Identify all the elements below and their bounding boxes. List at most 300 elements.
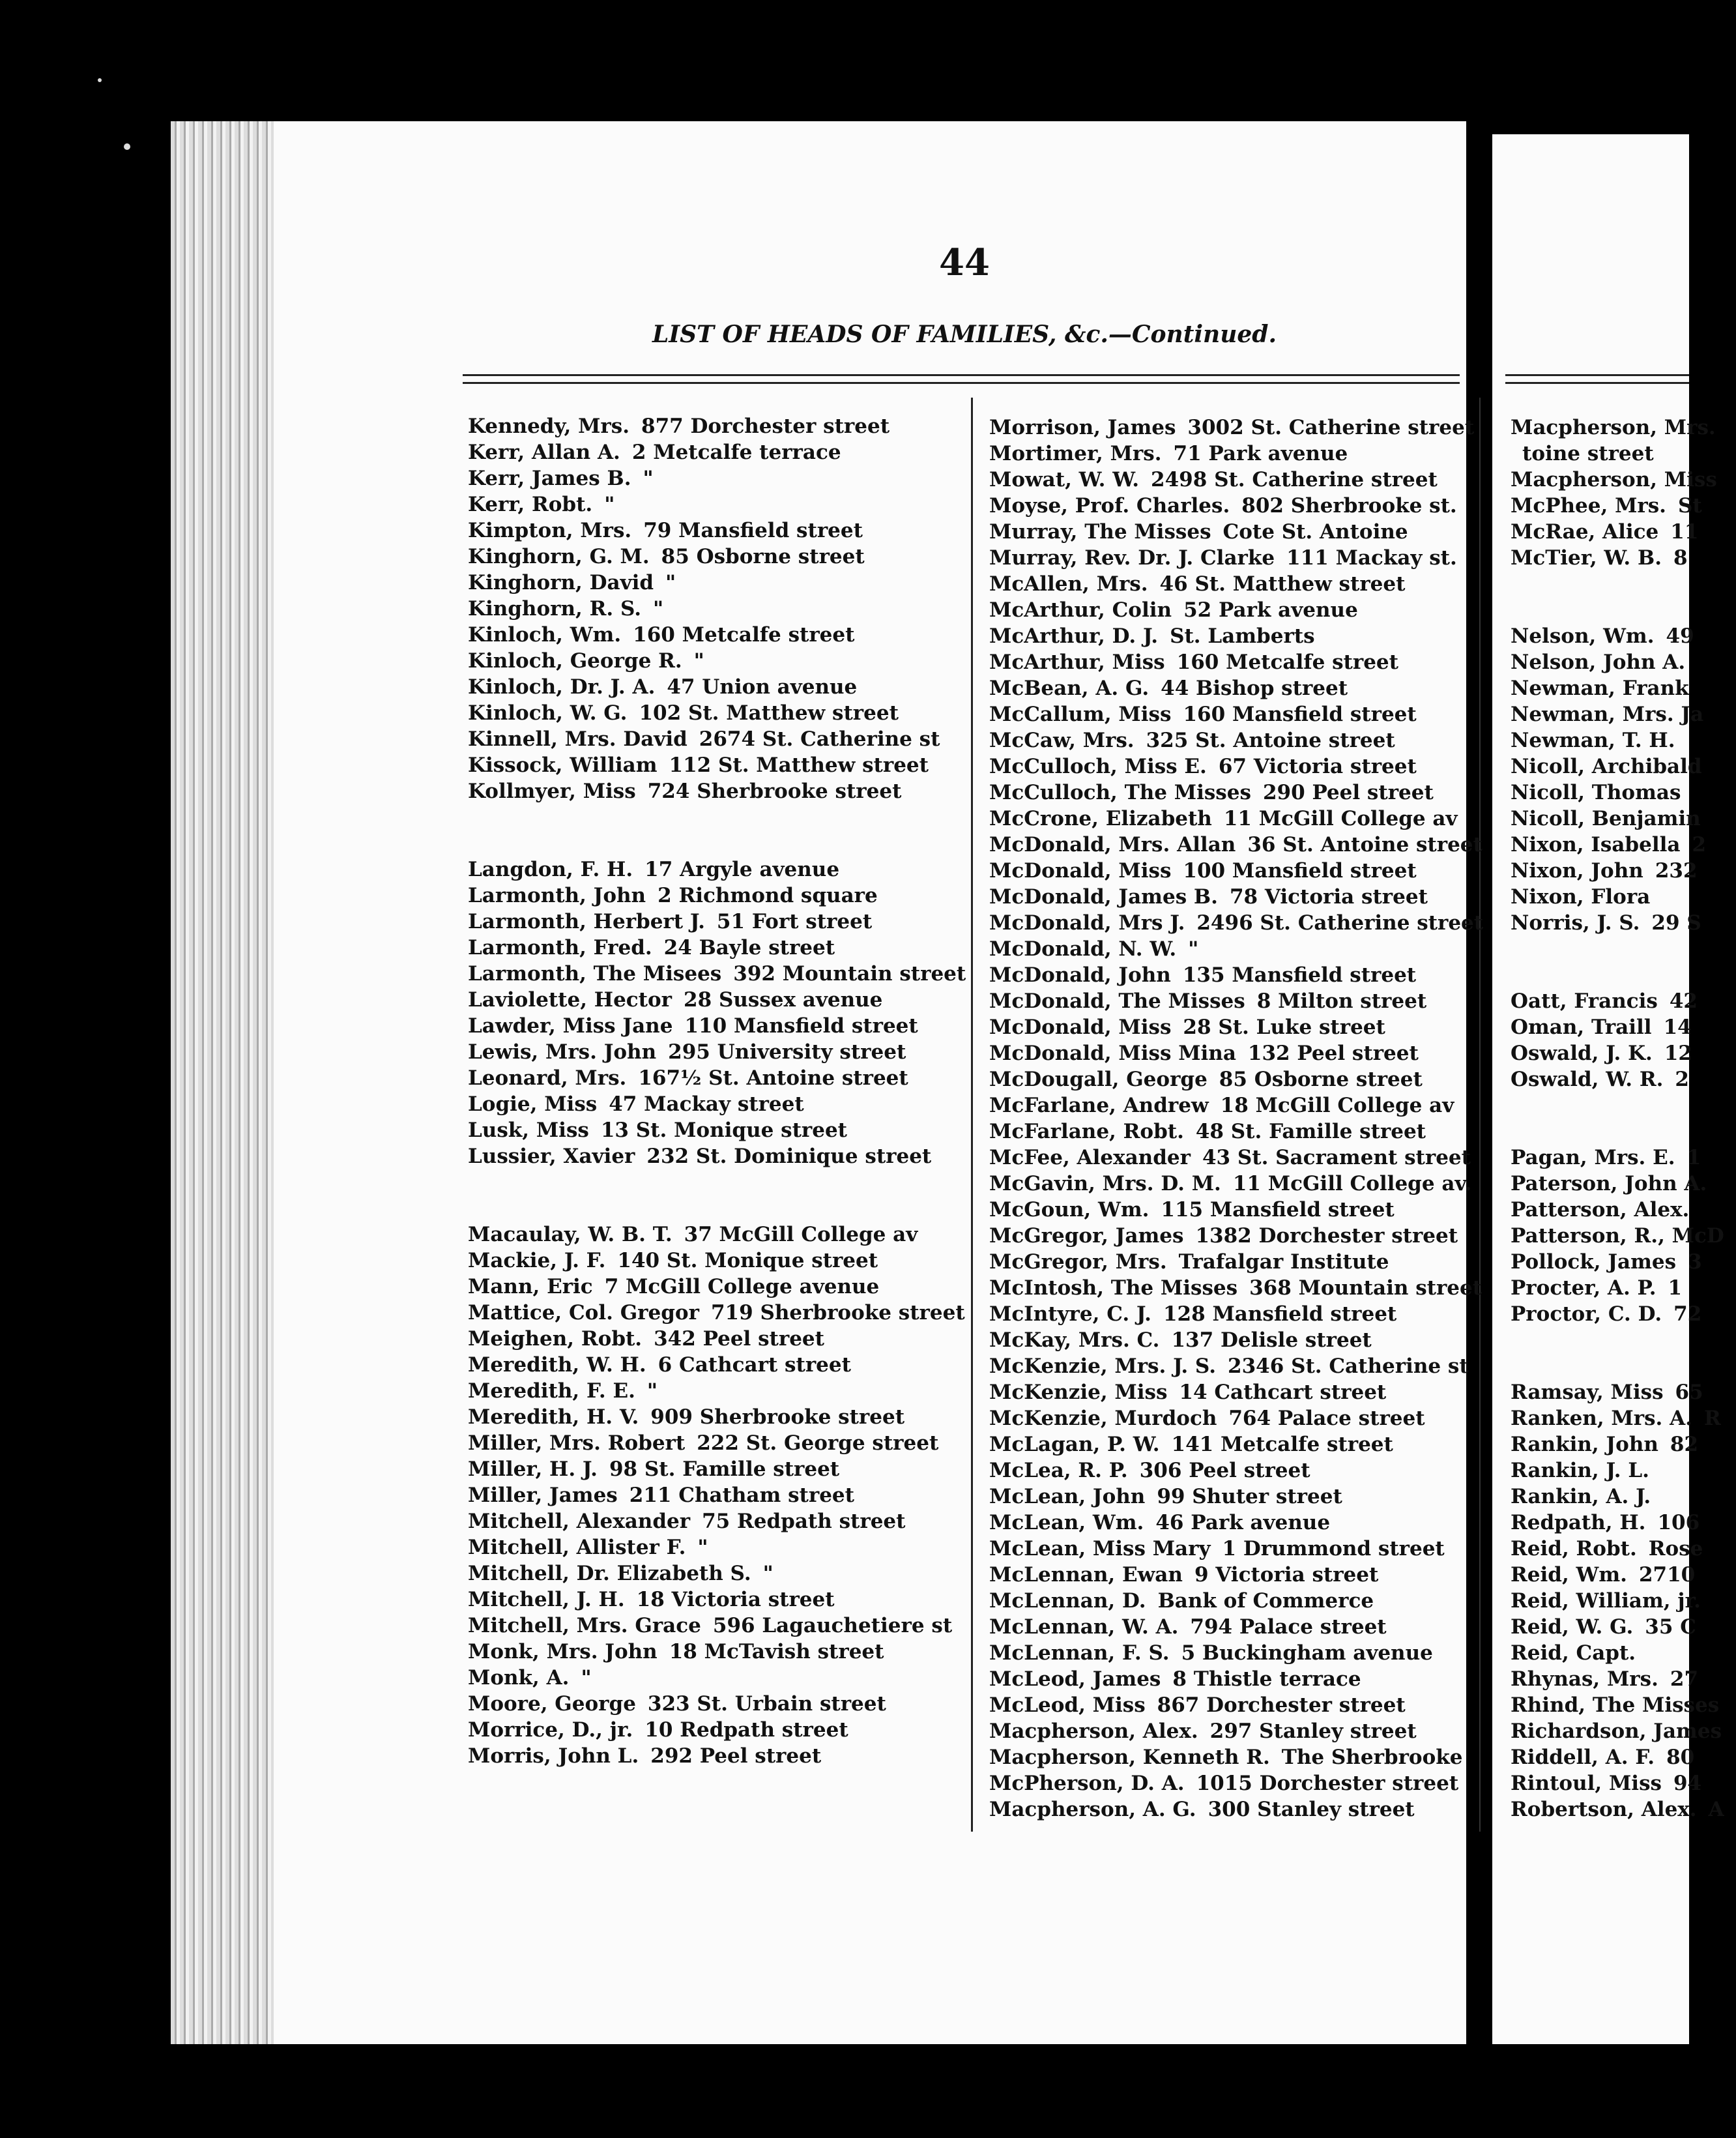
entry-address: 132 Peel street: [1247, 1042, 1419, 1065]
entry-name: Pagan, Mrs. E.: [1511, 1146, 1675, 1169]
entry-name: Riddell, A. F.: [1511, 1746, 1655, 1769]
entry-name: Larmonth, Fred.: [468, 936, 652, 959]
entry-address: 80: [1666, 1746, 1695, 1769]
entry-name: Mann, Eric: [468, 1275, 593, 1298]
entry-name: Kennedy, Mrs.: [468, 415, 629, 438]
entry-name: McGregor, James: [989, 1224, 1184, 1248]
directory-entry: [1511, 988, 1706, 1014]
entry-name: McDonald, James B.: [989, 885, 1218, 909]
entry-address: 24 Bayle street: [663, 936, 835, 959]
directory-entry: [989, 1405, 1471, 1431]
entry-name: Mitchell, Alexander: [468, 1510, 691, 1533]
entry-address: 2498 St. Catherine street: [1151, 468, 1438, 491]
directory-entry: [468, 648, 963, 674]
entry-address: 323 St. Urbain street: [647, 1692, 886, 1716]
entry-address: 306 Peel street: [1139, 1459, 1310, 1482]
entry-name: McFarlane, Robt.: [989, 1120, 1184, 1143]
entry-address: 2: [1675, 1068, 1689, 1091]
directory-entry: [468, 596, 963, 622]
directory-entry: [1511, 1431, 1706, 1457]
directory-entry: [989, 415, 1475, 441]
entry-address: ": [643, 467, 654, 490]
entry-name: McArthur, Miss: [989, 651, 1165, 674]
entry-address: 14: [1663, 1016, 1692, 1039]
entry-address: 2 Richmond square: [658, 884, 878, 907]
group-spacer: [1511, 936, 1706, 988]
entry-name: Mitchell, Mrs. Grace: [468, 1614, 701, 1637]
entry-name: McKenzie, Mrs. J. S.: [989, 1355, 1217, 1378]
directory-entry: [989, 884, 1471, 910]
directory-entry: [468, 883, 963, 909]
entry-name: Kissock, William: [468, 754, 658, 777]
dust-speck: [124, 143, 130, 150]
entry-name: McIntosh, The Misses: [989, 1276, 1238, 1300]
entry-address: ": [1188, 937, 1199, 961]
directory-column-left: [468, 413, 966, 1769]
directory-entry: [989, 1770, 1471, 1796]
entry-address: 140 St. Monique street: [617, 1249, 878, 1272]
entry-name: Oswald, J. K.: [1511, 1042, 1653, 1065]
directory-entry: [989, 519, 1471, 545]
directory-entry: [989, 1353, 1471, 1379]
entry-name: McLeod, James: [989, 1667, 1161, 1691]
entry-name: Logie, Miss: [468, 1092, 598, 1116]
entry-address: 79 Mansfield street: [643, 519, 863, 542]
directory-entry: [1511, 1666, 1706, 1692]
entry-name: Nelson, Wm.: [1511, 624, 1655, 648]
entry-name: Patterson, Alex.: [1511, 1198, 1690, 1222]
directory-entry: [989, 780, 1471, 806]
entry-name: Ranken, Mrs. A.: [1511, 1407, 1692, 1430]
entry-name: Larmonth, John: [468, 884, 646, 907]
entry-address: 802 Sherbrooke st.: [1241, 494, 1457, 518]
entry-name: McLeod, Miss: [989, 1693, 1146, 1717]
entry-name: Morrison, James: [989, 416, 1176, 439]
entry-address: 12: [1664, 1042, 1692, 1065]
entry-address: 46 Park avenue: [1155, 1511, 1331, 1534]
directory-entry: [989, 545, 1471, 571]
directory-entry: [1511, 1145, 1706, 1171]
entry-address: 137 Delisle street: [1171, 1328, 1372, 1352]
entry-address: ": [604, 493, 615, 516]
entry-name: McGavin, Mrs. D. M.: [989, 1172, 1221, 1195]
entry-address: 368 Mountain street: [1249, 1276, 1483, 1300]
entry-name: Newman, T. H.: [1511, 729, 1675, 752]
directory-entry: [468, 1248, 963, 1274]
entry-address: 78 Victoria street: [1229, 885, 1428, 909]
directory-entry: [989, 1457, 1471, 1484]
directory-column-middle: [989, 415, 1484, 1823]
entry-name: Meighen, Robt.: [468, 1327, 643, 1351]
entry-name: McCallum, Miss: [989, 703, 1172, 726]
entry-name: Paterson, John A.: [1511, 1172, 1707, 1195]
entry-name: McPhee, Mrs.: [1511, 494, 1666, 518]
entry-name: Mackie, J. F.: [468, 1249, 606, 1272]
directory-entry: [1511, 1197, 1706, 1223]
column-divider: [971, 398, 973, 1832]
directory-entry: [989, 806, 1471, 832]
directory-entry: [989, 1562, 1471, 1588]
group-spacer: [468, 1169, 963, 1222]
entry-name: McLean, Wm.: [989, 1511, 1144, 1534]
entry-name: Ramsay, Miss: [1511, 1381, 1664, 1404]
group-spacer: [1511, 571, 1706, 623]
directory-entry: [989, 1588, 1471, 1614]
directory-entry: [1511, 780, 1706, 806]
entry-address: 128 Mansfield street: [1163, 1302, 1397, 1326]
directory-entry: [1511, 727, 1706, 754]
entry-address: 295 University street: [668, 1040, 906, 1064]
entry-address: 877 Dorchester street: [641, 415, 890, 438]
entry-address: A: [1708, 1798, 1724, 1821]
header-rule: [463, 374, 1460, 376]
directory-entry: [468, 465, 963, 491]
entry-address: 36 St. Antoine street: [1247, 833, 1483, 857]
entry-address: 28 Sussex avenue: [684, 988, 883, 1012]
entry-name: Rankin, J. L.: [1511, 1459, 1649, 1482]
directory-entry: [468, 935, 963, 961]
entry-name: Kerr, Allan A.: [468, 441, 620, 464]
entry-name: Miller, Mrs. Robert: [468, 1431, 686, 1455]
entry-address: 392 Mountain street: [733, 962, 966, 986]
entry-address: 42: [1669, 989, 1698, 1013]
directory-entry: [989, 1718, 1471, 1744]
directory-entry: [1511, 1249, 1706, 1275]
entry-address: 111 Mackay st.: [1286, 546, 1457, 570]
entry-name: Mitchell, Dr. Elizabeth S.: [468, 1562, 751, 1585]
directory-entry: [468, 1456, 963, 1482]
adjacent-header-rule: [1505, 382, 1689, 384]
directory-entry: [1511, 1484, 1706, 1510]
entry-name: Lussier, Xavier: [468, 1145, 635, 1168]
directory-entry: [468, 1534, 963, 1560]
directory-entry: [989, 1223, 1471, 1249]
entry-address: 1 Drummond street: [1222, 1537, 1445, 1560]
entry-address: 110 Mansfield street: [684, 1014, 918, 1038]
directory-entry: [1511, 884, 1706, 910]
entry-address: 51 Fort street: [716, 910, 873, 933]
directory-entry: [989, 727, 1471, 754]
entry-name: McLennan, D.: [989, 1589, 1146, 1613]
entry-address: 14 Cathcart street: [1179, 1381, 1387, 1404]
directory-entry: [989, 1692, 1471, 1718]
directory-entry: [468, 1587, 963, 1613]
entry-address: 719 Sherbrooke street: [710, 1301, 965, 1325]
directory-entry: [468, 1717, 963, 1743]
entry-name: Mitchell, Allister F.: [468, 1536, 686, 1559]
entry-address: 160 Metcalfe street: [633, 623, 855, 647]
entry-address: 10 Redpath street: [644, 1718, 848, 1742]
entry-address: 106: [1657, 1511, 1700, 1534]
entry-name: Meredith, F. E.: [468, 1379, 635, 1403]
directory-entry: [468, 439, 963, 465]
entry-name: Kinghorn, R. S.: [468, 597, 642, 621]
directory-entry: [1511, 1718, 1722, 1744]
entry-address: St: [1677, 494, 1702, 518]
entry-address: 8: [1673, 546, 1688, 570]
directory-entry: [1511, 1457, 1706, 1484]
directory-entry: [989, 675, 1471, 701]
entry-address: 1: [1686, 1146, 1701, 1169]
directory-entry: [1511, 1301, 1706, 1327]
directory-entry: [989, 754, 1471, 780]
entry-address: 2674 St. Catherine st: [699, 727, 940, 751]
directory-entry: [989, 441, 1471, 467]
entry-name: Macpherson, Alex.: [989, 1720, 1198, 1743]
directory-entry: [468, 1013, 963, 1039]
directory-entry: [468, 700, 963, 726]
directory-entry: [468, 1143, 963, 1169]
directory-entry: [989, 597, 1471, 623]
directory-entry: [1511, 1040, 1706, 1066]
entry-name: McDonald, John: [989, 963, 1171, 987]
entry-name: Larmonth, The Misees: [468, 962, 722, 986]
entry-name: Richardson, James: [1511, 1720, 1722, 1743]
directory-entry: [1511, 1744, 1706, 1770]
directory-entry: [468, 726, 963, 752]
entry-name: McFarlane, Andrew: [989, 1094, 1209, 1117]
entry-name: Laviolette, Hector: [468, 988, 673, 1012]
entry-name: Proctor, C. D.: [1511, 1302, 1662, 1326]
entry-name: McGregor, Mrs.: [989, 1250, 1167, 1274]
entry-address: 17 Argyle avenue: [644, 858, 840, 881]
directory-entry: [1511, 1614, 1706, 1640]
entry-name: Kinloch, W. G.: [468, 701, 628, 725]
directory-entry: [989, 1301, 1471, 1327]
entry-name: Mitchell, J. H.: [468, 1588, 625, 1611]
entry-name: Mattice, Col. Gregor: [468, 1301, 699, 1325]
entry-address: ": [693, 649, 704, 673]
directory-entry: [1511, 806, 1706, 832]
entry-name: Rankin, John: [1511, 1433, 1658, 1456]
entry-name: Oman, Traill: [1511, 1016, 1652, 1039]
entry-name: McLennan, F. S.: [989, 1641, 1170, 1665]
entry-address: 44 Bishop street: [1161, 677, 1348, 700]
directory-entry: [989, 1640, 1471, 1666]
entry-address: 135 Mansfield street: [1182, 963, 1417, 987]
entry-address: 75 Redpath street: [702, 1510, 906, 1533]
entry-name: Kimpton, Mrs.: [468, 519, 632, 542]
directory-entry: [468, 1691, 963, 1717]
directory-entry: [989, 962, 1471, 988]
directory-entry: [989, 858, 1471, 884]
directory-entry: [1511, 1510, 1706, 1536]
entry-name: McCulloch, The Misses: [989, 781, 1251, 804]
entry-name: McLennan, W. A.: [989, 1615, 1179, 1639]
entry-address: 18 McGill College av: [1220, 1094, 1454, 1117]
directory-entry: [1511, 1770, 1706, 1796]
directory-entry: [1511, 1223, 1724, 1249]
running-head: LIST OF HEADS OF FAMILIES, &c.—Continued.: [652, 321, 1277, 348]
entry-address: R: [1703, 1407, 1721, 1430]
directory-entry: [468, 1430, 963, 1456]
entry-name: Nicoll, Benjamin: [1511, 807, 1701, 830]
directory-entry: [468, 1326, 963, 1352]
directory-entry: [989, 1145, 1471, 1171]
directory-entry: [1511, 701, 1706, 727]
entry-name: Reid, Capt.: [1511, 1641, 1636, 1665]
directory-entry: [468, 1508, 963, 1534]
directory-entry: [989, 1484, 1471, 1510]
entry-address: 2710: [1638, 1563, 1696, 1587]
entry-address: 102 St. Matthew street: [639, 701, 899, 725]
entry-name: Moore, George: [468, 1692, 636, 1716]
entry-address: 290 Peel street: [1262, 781, 1434, 804]
entry-name: McDonald, N. W.: [989, 937, 1177, 961]
entry-address: 342 Peel street: [654, 1327, 824, 1351]
entry-name: Macpherson, Kenneth R.: [989, 1746, 1270, 1769]
directory-entry: [1511, 649, 1706, 675]
directory-entry: [1511, 754, 1706, 780]
entry-name: Reid, Wm.: [1511, 1563, 1627, 1587]
entry-name: McDonald, Miss: [989, 1016, 1172, 1039]
entry-address: 3002 St. Catherine street: [1187, 416, 1475, 439]
directory-entry: [1511, 1640, 1706, 1666]
entry-name: Kerr, Robt.: [468, 493, 593, 516]
group-spacer: [1511, 1092, 1706, 1145]
directory-entry: [1511, 493, 1706, 519]
entry-address: 28 St. Luke street: [1183, 1016, 1385, 1039]
entry-name: Nixon, Isabella: [1511, 833, 1681, 857]
directory-entry: [1511, 545, 1706, 571]
directory-entry: [989, 623, 1471, 649]
directory-entry: [468, 1352, 963, 1378]
entry-name: Kinnell, Mrs. David: [468, 727, 687, 751]
entry-address: ": [762, 1562, 774, 1585]
entry-name: Morris, John L.: [468, 1744, 639, 1768]
entry-address: 72: [1673, 1302, 1702, 1326]
directory-entry: [989, 1744, 1471, 1770]
entry-name: Monk, Mrs. John: [468, 1640, 658, 1663]
directory-entry: [468, 570, 963, 596]
entry-address: ": [697, 1536, 708, 1559]
entry-address: 909 Sherbrooke street: [650, 1405, 905, 1429]
directory-entry: [1511, 858, 1706, 884]
entry-name: McArthur, D. J.: [989, 624, 1159, 648]
entry-address: 8 Milton street: [1256, 989, 1427, 1013]
entry-name: Leonard, Mrs.: [468, 1066, 627, 1090]
entry-name: Larmonth, Herbert J.: [468, 910, 705, 933]
directory-entry: [989, 988, 1471, 1014]
entry-address: 2 Metcalfe terrace: [631, 441, 841, 464]
entry-name: Rhind, The Misses: [1511, 1693, 1720, 1717]
directory-entry: [468, 778, 963, 804]
directory-entry: [468, 674, 963, 700]
entry-name: Kinghorn, David: [468, 571, 654, 594]
entry-address: 71 Park avenue: [1173, 442, 1348, 465]
entry-address: 2496 St. Catherine street: [1196, 911, 1484, 935]
entry-address: 115 Mansfield street: [1161, 1198, 1395, 1222]
entry-name: Reid, W. G.: [1511, 1615, 1634, 1639]
entry-address: 167½ St. Antoine street: [638, 1066, 908, 1090]
entry-name: Nicoll, Archibald: [1511, 755, 1702, 778]
entry-name: Redpath, H.: [1511, 1511, 1646, 1534]
directory-entry: [1511, 1275, 1706, 1301]
entry-name: Nicoll, Thomas: [1511, 781, 1681, 804]
entry-name: McRae, Alice: [1511, 520, 1659, 544]
directory-entry: [989, 1014, 1471, 1040]
directory-entry: [468, 1300, 963, 1326]
entry-address: 37 McGill College av: [684, 1223, 918, 1246]
entry-address: 764 Palace street: [1228, 1407, 1425, 1430]
directory-entry: [1511, 1692, 1720, 1718]
entry-name: McDonald, Miss Mina: [989, 1042, 1236, 1065]
entry-address: 5 Buckingham avenue: [1181, 1641, 1433, 1665]
entry-name: Pollock, James: [1511, 1250, 1677, 1274]
directory-entry: [989, 493, 1471, 519]
directory-entry: [1511, 910, 1706, 936]
directory-entry: [1511, 1796, 1724, 1823]
entry-name: McKay, Mrs. C.: [989, 1328, 1160, 1352]
entry-name: Norris, J. S.: [1511, 911, 1640, 935]
entry-name: Nixon, John: [1511, 859, 1643, 883]
directory-entry: [989, 467, 1471, 493]
page-gutter: [1479, 398, 1481, 1832]
directory-entry: [1511, 519, 1706, 545]
directory-entry: [989, 1510, 1471, 1536]
entry-address: Rose: [1648, 1537, 1703, 1560]
directory-entry: [1511, 1171, 1706, 1197]
directory-entry: [989, 1666, 1471, 1692]
entry-address: 48 St. Famille street: [1195, 1120, 1426, 1143]
entry-address: 85 Osborne street: [1219, 1068, 1423, 1091]
entry-address: 211 Chatham street: [629, 1484, 854, 1507]
entry-name: McDonald, Mrs J.: [989, 911, 1185, 935]
dust-speck: [98, 78, 102, 82]
entry-address: 1382 Dorchester street: [1195, 1224, 1458, 1248]
entry-name: McLea, R. P.: [989, 1459, 1128, 1482]
header-rule: [463, 382, 1460, 384]
entry-name: Miller, James: [468, 1484, 618, 1507]
entry-address: 1: [1668, 1276, 1683, 1300]
entry-address: 67 Victoria street: [1218, 755, 1417, 778]
directory-entry: [468, 1404, 963, 1430]
entry-address: 82: [1670, 1433, 1699, 1456]
entry-name: McLennan, Ewan: [989, 1563, 1183, 1587]
entry-address: 8 Thistle terrace: [1172, 1667, 1361, 1691]
entry-name: McLean, Miss Mary: [989, 1537, 1211, 1560]
entry-name: Kinloch, Dr. J. A.: [468, 675, 656, 699]
directory-entry: [468, 518, 963, 544]
directory-entry: [468, 1117, 963, 1143]
directory-entry: [989, 1066, 1471, 1092]
directory-entry: [1511, 832, 1706, 858]
entry-address: 794 Palace street: [1190, 1615, 1387, 1639]
group-spacer: [1511, 1327, 1706, 1379]
directory-entry: [989, 1614, 1471, 1640]
entry-name: Miller, H. J.: [468, 1457, 598, 1481]
entry-name: McLagan, P. W.: [989, 1433, 1160, 1456]
entry-name: Robertson, Alex.: [1511, 1798, 1697, 1821]
directory-entry: [468, 752, 963, 778]
entry-address: ": [653, 597, 664, 621]
entry-name: Oswald, W. R.: [1511, 1068, 1664, 1091]
entry-name: Mortimer, Mrs.: [989, 442, 1162, 465]
directory-entry: [468, 1065, 963, 1091]
directory-entry: [468, 1091, 963, 1117]
directory-entry: [1511, 467, 1717, 493]
entry-name: McDonald, The Misses: [989, 989, 1245, 1013]
page-number: 44: [939, 241, 990, 284]
entry-name: Rintoul, Miss: [1511, 1772, 1662, 1795]
entry-address: 29 S: [1651, 911, 1701, 935]
directory-entry: [468, 622, 963, 648]
directory-entry: [468, 1274, 963, 1300]
directory-entry: [468, 961, 966, 987]
directory-entry: [989, 832, 1483, 858]
entry-name: Morrice, D., jr.: [468, 1718, 633, 1742]
directory-entry: [989, 649, 1471, 675]
